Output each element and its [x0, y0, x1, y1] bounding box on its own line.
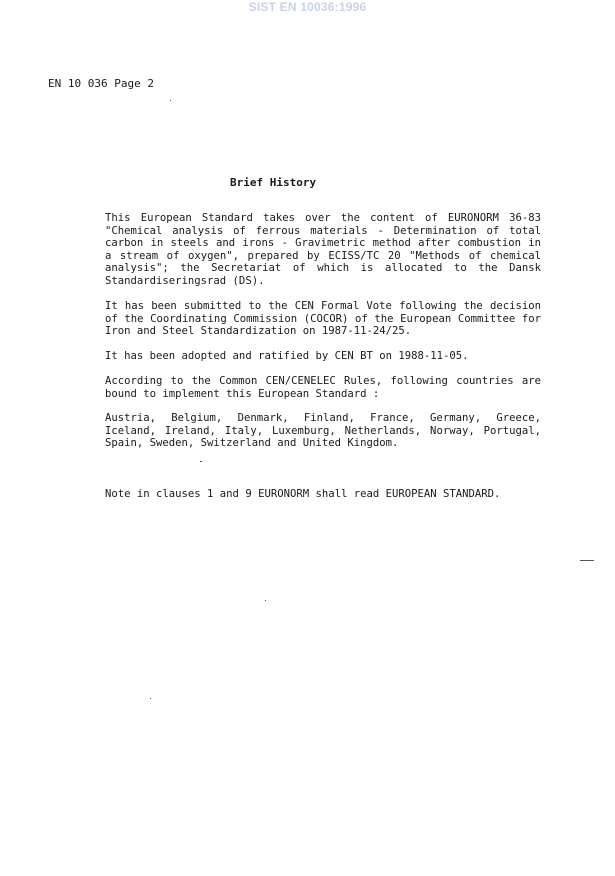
scan-speck: [580, 560, 594, 561]
paragraph-country-list: Austria, Belgium, Denmark, Finland, France, Germany, Greece, Iceland, Ireland, Italy, Luxemburg, Netherlands, Norway, Portugal, Spain, Sweden, Switzerland and United Kingdom.: [105, 412, 541, 450]
paragraph-note: Note in clauses 1 and 9 EURONORM shall read EUROPEAN STANDARD.: [105, 488, 501, 500]
section-title: Brief History: [230, 176, 317, 189]
watermark: SIST EN 10036:1996: [248, 0, 367, 14]
paragraph-implementation: According to the Common CEN/CENELEC Rules, following countries are bound to implement this European Standard :: [105, 375, 541, 400]
scan-speck: [200, 461, 202, 462]
scan-speck: [265, 600, 266, 601]
paragraph-ratification: It has been adopted and ratified by CEN BT on 1988-11-05.: [105, 350, 469, 362]
paragraph-formal-vote: It has been submitted to the CEN Formal Vote following the decision of the Coordinating Commission (COCOR) of the European Committee for Iron and Steel Standardization on 1987-11-24/25.: [105, 300, 541, 338]
scan-speck: [170, 100, 171, 101]
page-reference: EN 10 036 Page 2: [48, 77, 154, 90]
paragraph-origin: This European Standard takes over the content of EURONORM 36-83 "Chemical analysis of ferrous materials - Determination of total carbon in steels and irons - Gravimetric method after combustion in a stream of oxygen", prepared by ECISS/TC 20 "Methods of chemical analysis"; the Secretariat of which is allocated to the Dansk Standardiseringsrad (DS).: [105, 212, 541, 287]
scan-speck: [150, 698, 151, 699]
